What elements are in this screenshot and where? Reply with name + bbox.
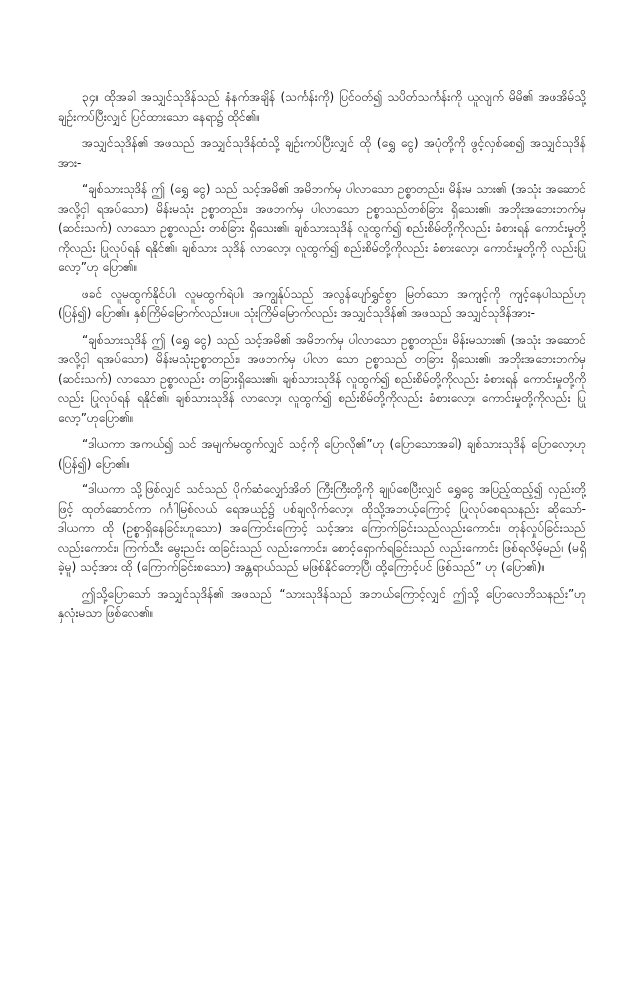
paragraph-father-speech-1: “ချစ်သားသုဒိန် ဤ (ရွှေ ငွေ) သည် သင့်အမိ၏ အမိဘက်မှ ပါလာသော ဥစ္စာတည်း၊ မိန်းမ သား၏ (အသုံး အဆောင်အလို့ငှါ ရအပ်သော) မိန်းမသုံး ဥစ္စာတည်း၊ အဖဘက်မှ ပါလာသော ဥစ္စာသည်တစ်ခြား ရှိသေး၏၊ အဘိုးအဘေးဘက်မှ (ဆင်းသက်) လာသော ဥစ္စာလည်း တစ်ခြား ရှိသေး၏၊ ချစ်သားသုဒိန် လူထွက်၍ စည်းစိမ်တို့ကိုလည်း ခံစားရန် ကောင်းမှုတို့ကိုလည်း ပြုလုပ်ရန် ရနိုင်၏၊ ချစ်သား သုဒိန် လာလော့၊ လူထွက်၍ စည်းစိမ်တို့ကိုလည်း ခံစားလော့၊ ကောင်းမှုတို့ကို လည်းပြုလော့”ဟု ပြော၏။ xyxy=(58,182,586,274)
paragraph-father-approach: အသျှင်သုဒိန်၏ အဖသည် အသျှင်သုဒိန်ထံသို့ ချဉ်းကပ်ပြီးလျှင် ထို (ရွှေ ငွေ) အပုံတို့ကို ဖွင့်လှစ်စေ၍ အသျှင်သုဒိန်အား- xyxy=(58,136,586,170)
paragraph-34-intro: ၃၄။ ထိုအခါ အသျှင်သုဒိန်သည် နံနက်အချိန် (သင်္ကန်းကို) ပြင်ဝတ်၍ သပိတ်သင်္ကန်းကို ယူလျက် မိမိ၏ အဖအိမ်သို့ ချဉ်းကပ်ပြီးလျှင် ပြင်ထားသော နေရာ၌ ထိုင်၏။ xyxy=(58,90,586,124)
paragraph-sudinna-advice: “ဒါယကာ သို့ဖြစ်လျှင် သင်သည် ပိုက်ဆံလျှော်အိတ် ကြီးကြီးတို့ကို ချုပ်စေပြီးလျှင် ရွှေငွေ အပြည့်ထည့်၍ လှည်းတို့ဖြင့် ထုတ်ဆောင်ကာ ဂင်္ဂါမြစ်လယ် ရေအယဉ်၌ ပစ်ချလိုက်လော့၊ ထိုသို့အဘယ့်ကြောင့် ပြုလုပ်စေရသနည်း ဆိုသော်- ဒါယကာ ထို (ဥစ္စာရှိနေခြင်းဟူသော) အကြောင်းကြောင့် သင့်အား ကြောက်ခြင်းသည်လည်းကောင်း၊ တုန်လှုပ်ခြင်းသည်လည်းကောင်း၊ ကြက်သီး မွေးညင်း ထခြင်းသည် လည်းကောင်း၊ စောင့်ရှောက်ရခြင်းသည် လည်းကောင်း ဖြစ်ရလိမ့်မည်၊ (မရှိခဲ့မူ) သင့်အား ထို (ကြောက်ခြင်းစသော) အန္တရာယ်သည် မဖြစ်နိုင်တော့ပြီ၊ ထို့ကြောင့်ပင် ဖြစ်သည်” ဟု (ပြော၏)။ xyxy=(58,482,586,574)
document-page xyxy=(58,88,586,631)
paragraph-request-to-speak: “ဒါယကာ အကယ်၍ သင် အမျက်မထွက်လျှင် သင့်ကို ပြောလို၏”ဟု (ပြောသောအခါ) ချစ်သားသုဒိန် ပြောလော့ဟု (ပြန်၍) ပြော၏။ xyxy=(58,437,586,471)
paragraph-father-speech-2: “ချစ်သားသုဒိန် ဤ (ရွှေ ငွေ) သည် သင့်အမိ၏ အမိဘက်မှ ပါလာသော ဥစ္စာတည်း၊ မိန်းမသား၏ (အသုံး အဆောင်အလို့ငှါ ရအပ်သော) မိန်းမသုံးဥစ္စာတည်း၊ အဖဘက်မှ ပါလာ သော ဥစ္စာသည် တခြား ရှိသေး၏၊ အဘိုးအဘေးဘက်မှ (ဆင်းသက်) လာသော ဥစ္စာလည်း တခြားရှိသေး၏၊ ချစ်သားသုဒိန် လူထွက်၍ စည်းစိမ်တို့ကိုလည်း ခံစားရန် ကောင်းမှုတို့ကိုလည်း ပြုလုပ်ရန် ရနိုင်၏၊ ချစ်သားသုဒိန် လာလော့၊ လူထွက်၍ စည်းစိမ်တို့ကိုလည်း ခံစားလော့၊ ကောင်းမှုတို့ကိုလည်း ပြုလော့”ဟုပြော၏။ xyxy=(58,332,586,425)
paragraph-father-displeased: ဤသို့ပြောသော် အသျှင်သုဒိန်၏ အဖသည် “သားသုဒိန်သည် အဘယ်ကြောင့်လျှင် ဤသို့ ပြောလေဘိသနည်း”ဟု နှလုံးမသာ ဖြစ်လေ၏။ xyxy=(58,586,586,620)
paragraph-sudinna-reply: ဖခင် လူမထွက်နိုင်ပါ၊ လူမထွက်ရဲပါ၊ အကျွန်ုပ်သည် အလွန်ပျော်ရွှင်စွာ မြတ်သော အကျင့်ကို ကျင့်နေပါသည်ဟု (ပြန်၍) ပြော၏။ နှစ်ကြိမ်မြောက်လည်း။ပ။ သုံးကြိမ်မြောက်လည်း အသျှင်သုဒိန်၏ အဖသည် အသျှင်သုဒိန်အား- xyxy=(58,286,586,320)
